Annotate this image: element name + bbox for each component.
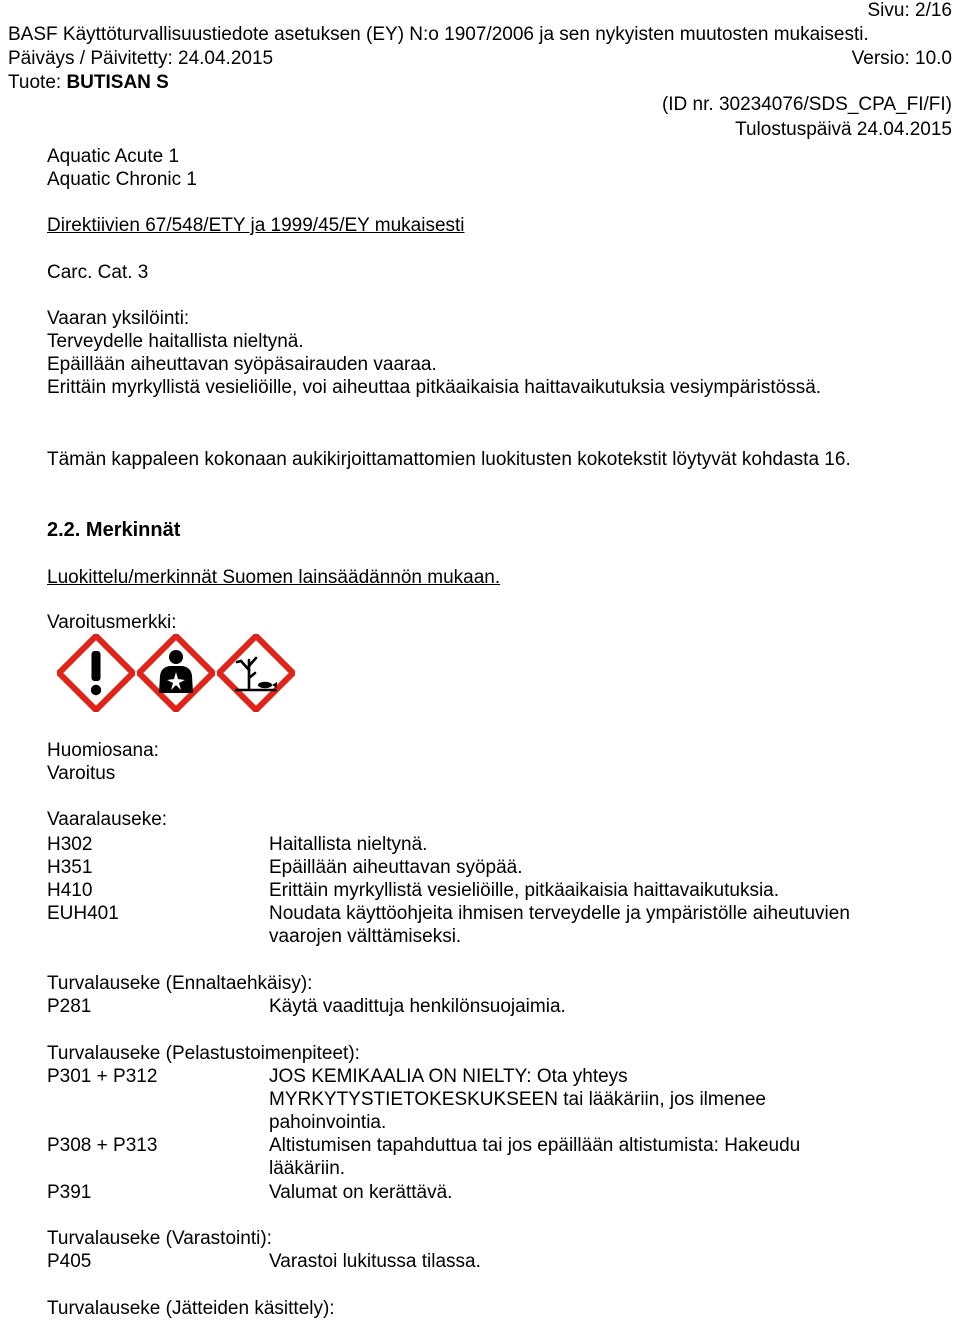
print-date: Tulostuspäivä 24.04.2015 bbox=[735, 119, 952, 140]
prevention-label: Turvalauseke (Ennaltaehkäisy): bbox=[47, 973, 313, 994]
hazard-statements-label: Vaaralauseke: bbox=[47, 809, 168, 830]
hazard-id-label: Vaaran yksilöinti: bbox=[47, 308, 190, 329]
carc-category: Carc. Cat. 3 bbox=[47, 262, 149, 283]
statement-code: EUH401 bbox=[47, 903, 119, 924]
statement-code: H351 bbox=[47, 857, 93, 878]
statement-text: Valumat on kerättävä. bbox=[269, 1182, 453, 1203]
statement-text: JOS KEMIKAALIA ON NIELTY: Ota yhteys MYRKYTYSTIETOKESKUKSEEN tai lääkäriin, jos ilmenee pahoinvointia. bbox=[269, 1066, 766, 1133]
statement-code: P301 + P312 bbox=[47, 1066, 158, 1087]
directive-heading: Direktiivien 67/548/ETY ja 1999/45/EY mukaisesti bbox=[47, 215, 465, 236]
page-number: Sivu: 2/16 bbox=[867, 0, 952, 21]
hazard-line: Terveydelle haitallista nieltynä. bbox=[47, 331, 304, 352]
environment-icon bbox=[217, 634, 295, 712]
aquatic-acute: Aquatic Acute 1 bbox=[47, 146, 180, 167]
statement-code: H410 bbox=[47, 880, 93, 901]
statement-code: P308 + P313 bbox=[47, 1135, 158, 1156]
statement-text: Käytä vaadittuja henkilönsuojaimia. bbox=[269, 996, 566, 1017]
product-name: BUTISAN S bbox=[66, 72, 169, 93]
labelling-subtitle: Luokittelu/merkinnät Suomen lainsäädännön mukaan. bbox=[47, 567, 501, 588]
storage-label: Turvalauseke (Varastointi): bbox=[47, 1228, 272, 1249]
statement-text: Erittäin myrkyllistä vesieliöille, pitkäaikaisia haittavaikutuksia. bbox=[269, 880, 780, 901]
disposal-label: Turvalauseke (Jätteiden käsittely): bbox=[47, 1298, 335, 1319]
exclamation-mark-icon bbox=[57, 634, 135, 712]
revision-date: Päiväys / Päivitetty: 24.04.2015 bbox=[8, 48, 274, 69]
statement-code: P405 bbox=[47, 1251, 92, 1272]
statement-code: P391 bbox=[47, 1182, 92, 1203]
signal-word-label: Huomiosana: bbox=[47, 740, 159, 761]
statement-text: Noudata käyttöohjeita ihmisen terveydelle ja ympäristölle aiheutuvien vaarojen välttämiseksi. bbox=[269, 903, 850, 947]
statement-code: H302 bbox=[47, 834, 93, 855]
document-title: BASF Käyttöturvallisuustiedote asetuksen (EY) N:o 1907/2006 ja sen nykyisten muutosten mukaisesti. bbox=[8, 24, 869, 45]
signal-word: Varoitus bbox=[47, 763, 116, 784]
version: Versio: 10.0 bbox=[851, 48, 952, 69]
statement-text: Altistumisen tapahduttua tai jos epäillään altistumista: Hakeudu lääkäriin. bbox=[269, 1135, 801, 1179]
statement-text: Epäillään aiheuttavan syöpää. bbox=[269, 857, 523, 878]
product-line bbox=[8, 72, 169, 94]
statement-text: Haitallista nieltynä. bbox=[269, 834, 428, 855]
health-hazard-icon bbox=[137, 634, 215, 712]
statement-code: P281 bbox=[47, 996, 92, 1017]
classification-note: Tämän kappaleen kokonaan aukikirjoittamattomien luokitusten kokotekstit löytyvät kohdasta 16. bbox=[47, 449, 851, 470]
response-label: Turvalauseke (Pelastustoimenpiteet): bbox=[47, 1043, 360, 1064]
product-label: Tuote: bbox=[8, 72, 67, 93]
hazard-line: Erittäin myrkyllistä vesieliöille, voi aiheuttaa pitkäaikaisia haittavaikutuksia vesiympäristössä. bbox=[47, 377, 822, 398]
statement-text: Varastoi lukitussa tilassa. bbox=[269, 1251, 481, 1272]
pictogram-label: Varoitusmerkki: bbox=[47, 612, 177, 633]
document-id: (ID nr. 30234076/SDS_CPA_FI/FI) bbox=[661, 94, 952, 115]
hazard-line: Epäillään aiheuttavan syöpäsairauden vaaraa. bbox=[47, 354, 437, 375]
aquatic-chronic: Aquatic Chronic 1 bbox=[47, 169, 197, 190]
section-title: 2.2. Merkinnät bbox=[47, 519, 181, 541]
